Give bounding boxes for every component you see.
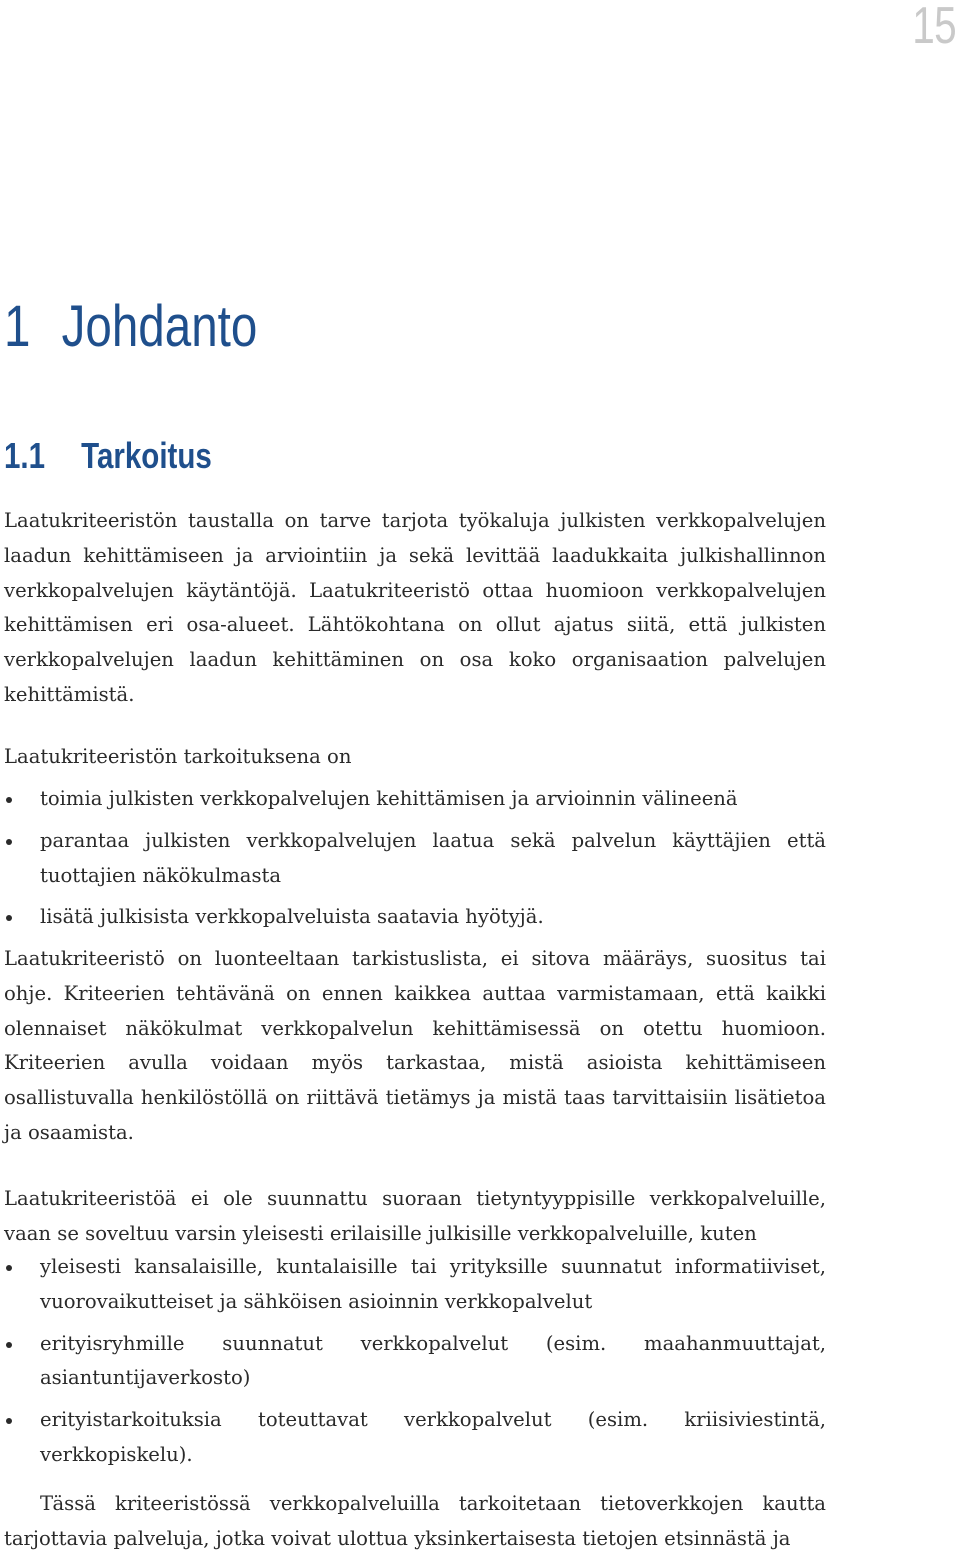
section-title	[4, 435, 212, 476]
intro-paragraph: Laatukriteeristön taustalla on tarve tarjota työkaluja julkisten verkkopalvelujen laadun kehittämiseen ja arviointiin ja sekä levittää laadukkaita julkishallinnon verkkopalvelujen käytäntöjä. Laatukriteeristö ottaa huomioon verkkopalvelujen kehittämisen eri osa-alueet. Lähtökohtana on ollut ajatus siitä, että julkisten verkkopalvelujen laadun kehittäminen on osa koko organisaation palvelujen kehittämistä.	[4, 509, 826, 706]
list-item: toimia julkisten verkkopalvelujen kehittämisen ja arvioinnin välineenä	[4, 782, 826, 817]
checklist-paragraph: Laatukriteeristö on luonteeltaan tarkistuslista, ei sitova määräys, suositus tai ohje. Kriteerien tehtävänä on ennen kaikkea auttaa varmistamaan, että kaikki olennaiset näkökulmat verkkopalvelun kehittämisessä on otettu huomioon. Kriteerien avulla voidaan myös tarkastaa, mistä asioista kehittämiseen osallistuvalla henkilöstöllä on riittävä tietämys ja mistä taas tarvittaisiin lisätietoa ja osaamista.	[4, 947, 826, 1144]
page-number: 15	[912, 0, 956, 55]
closing-paragraph: Tässä kriteeristössä verkkopalveluilla tarkoitetaan tietoverkkojen kautta tarjottavia palveluja, jotka voivat ulottua yksinkertaisesta tietojen etsinnästä ja	[4, 1492, 826, 1550]
scope-list	[4, 1250, 826, 1480]
chapter-title-text: Johdanto	[61, 294, 258, 359]
list-item: parantaa julkisten verkkopalvelujen laatua sekä palvelun käyttäjien että tuottajien näkökulmasta	[4, 824, 826, 894]
section-number: 1.1	[4, 435, 46, 476]
list-item: erityistarkoituksia toteuttavat verkkopalvelut (esim. kriisiviestintä, verkkopiskelu).	[4, 1403, 826, 1473]
scope-lead-paragraph: Laatukriteeristöä ei ole suunnattu suoraan tietyntyyppisille verkkopalveluille, vaan se soveltuu varsin yleisesti erilaisille julkisille verkkopalveluille, kuten	[4, 1187, 826, 1245]
section-title-text: Tarkoitus	[81, 435, 212, 476]
list-item: yleisesti kansalaisille, kuntalaisille tai yrityksille suunnatut informatiiviset, vuorovaikutteiset ja sähköisen asioinnin verkkopalvelut	[4, 1250, 826, 1320]
list-item: erityisryhmille suunnatut verkkopalvelut (esim. maahanmuuttajat, asiantuntijaverkosto)	[4, 1327, 826, 1397]
chapter-number: 1	[4, 294, 31, 359]
purpose-lead-paragraph: Laatukriteeristön tarkoituksena on	[4, 745, 352, 768]
purpose-list	[4, 782, 826, 942]
list-item: lisätä julkisista verkkopalveluista saatavia hyötyjä.	[4, 900, 826, 935]
chapter-title	[4, 294, 258, 359]
